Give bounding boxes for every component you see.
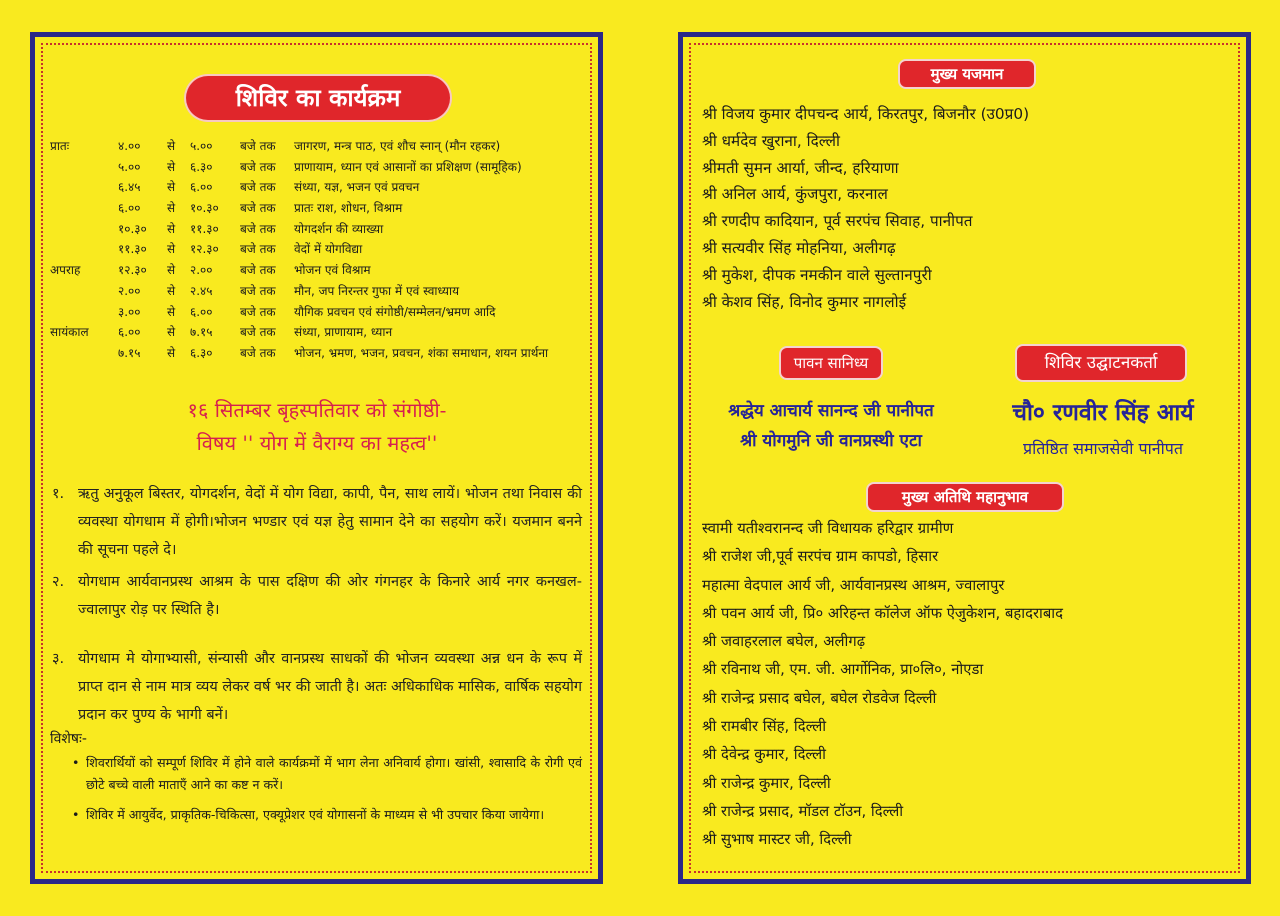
schedule-period: अपराह (50, 263, 81, 278)
schedule-end: २.४५ (190, 283, 213, 298)
schedule-row (50, 177, 590, 198)
schedule-end: ७.१५ (190, 325, 213, 340)
special-heading: विशेषः- (50, 731, 87, 747)
atithi-item: श्री पवन आर्य जी, प्रि० अरिहन्त कॉलेज ऑफ ऐजुकेशन, बहादराबाद (702, 604, 1063, 622)
special-item-2 (72, 804, 582, 848)
udghatan-title: शिविर उद्घाटनकर्ता (1017, 346, 1185, 380)
schedule-start: ७.१५ (118, 345, 141, 360)
yajman-item: श्री धर्मदेव खुराना, दिल्ली (702, 131, 840, 150)
note-number: ३. (52, 651, 65, 667)
schedule-activity: जागरण, मन्त्र पाठ, एवं शौच स्नान् (मौन रहकर) (294, 139, 501, 153)
schedule-activity: वेदों में योगविद्या (294, 242, 363, 257)
schedule-baje: बजे तक (240, 180, 276, 195)
yajman-item: श्री रणदीप कादियान, पूर्व सरपंच सिवाह, पानीपत (702, 212, 973, 231)
schedule-start: ४.०० (118, 139, 141, 153)
schedule-row (50, 343, 590, 364)
note-text: ऋतु अनुकूल बिस्तर, योगदर्शन, वेदों में योग विद्या, कापी, पैन, साथ लायें। भोजन तथा निवास की व्यवस्था योगधाम में होगी।भोजन भण्डार एवं यज्ञ हेतु सामान देने का सहयोग करें। यजमान बनने की सूचना पहले दे। (78, 486, 582, 558)
schedule-baje: बजे तक (240, 283, 276, 298)
schedule-row (50, 136, 590, 157)
schedule-se: से (167, 263, 176, 278)
schedule-row (50, 322, 590, 343)
udghatan-desc: प्रतिष्ठित समाजसेवी पानीपत (1023, 439, 1183, 458)
bullet-text: शिवरार्थियों को सम्पूर्ण शिविर में होने वाले कार्यक्रमों में भाग लेना अनिवार्य होगा। खांसी, श्वासादि के रोगी एवं छोटे बच्चे वाली माताएँ आने का कष्ट न करें। (86, 755, 582, 792)
atithi-item: श्री राजेन्द्र कुमार, दिल्ली (702, 774, 831, 792)
schedule-se: से (167, 201, 176, 216)
atithi-title: मुख्य अतिथि महानुभाव (868, 484, 1062, 510)
atithi-item: श्री राजेश जी,पूर्व सरपंच ग्राम कापडो, हिसार (702, 548, 939, 566)
yajman-item: श्रीमती सुमन आर्या, जीन्द, हरियाणा (702, 158, 899, 177)
schedule-end: १२.३० (190, 242, 219, 257)
schedule-row (50, 260, 590, 281)
yajman-item: श्री अनिल आर्य, कुंजपुरा, करनाल (702, 185, 888, 204)
special-item-1 (72, 752, 582, 796)
yajman-title: मुख्य यजमान (900, 61, 1034, 87)
note-text: योगधाम मे योगाभ्यासी, संन्यासी और वानप्रस्थ साधकों की भोजन व्यवस्था अन्न धन के रूप में प्राप्त दान से नाम मात्र व्यय लेकर वर्ष भर की जाती है। अतः अधिकाधिक मासिक, वार्षिक सहयोग प्रदान कर पुण्य के भागी बनें। (78, 651, 582, 723)
schedule-baje: बजे तक (240, 159, 276, 174)
schedule-row (50, 157, 590, 178)
schedule-start: ११.३० (118, 242, 147, 257)
schedule-se: से (167, 159, 176, 174)
schedule-baje: बजे तक (240, 139, 276, 153)
yajman-item: श्री केशव सिंह, विनोद कुमार नागलोई (702, 292, 907, 311)
schedule-start: ६.४५ (118, 180, 141, 195)
schedule-table (50, 136, 590, 364)
bullet-dot: • (72, 807, 80, 822)
schedule-se: से (167, 325, 176, 340)
atithi-list (702, 518, 1063, 858)
schedule-baje: बजे तक (240, 242, 276, 257)
atithi-item: श्री सुभाष मास्टर जी, दिल्ली (702, 831, 852, 849)
schedule-period: प्रातः (50, 139, 70, 153)
schedule-end: ५.०० (190, 139, 213, 153)
schedule-row (50, 239, 590, 260)
schedule-activity: प्राणायाम, ध्यान एवं आसानों का प्रशिक्षण (सामूहिक) (294, 159, 522, 174)
schedule-baje: बजे तक (240, 325, 276, 340)
atithi-item: श्री रामबीर सिंह, दिल्ली (702, 718, 827, 736)
note-3 (52, 645, 582, 729)
schedule-baje: बजे तक (240, 345, 276, 360)
schedule-activity: योगदर्शन की व्याख्या (294, 221, 384, 236)
schedule-se: से (167, 221, 176, 236)
atithi-item: श्री राजेन्द्र प्रसाद, मॉडल टॉउन, दिल्ली (702, 802, 904, 820)
atithi-item: श्री राजेन्द्र प्रसाद बघेल, बघेल रोडवेज दिल्ली (702, 689, 937, 707)
schedule-end: ६.३० (190, 159, 213, 174)
schedule-start: ५.०० (118, 159, 141, 174)
seminar-line-1: १६ सितम्बर बृहस्पतिवार को संगोष्ठी- (187, 398, 447, 422)
pavan-line-1: श्रद्धेय आचार्य सानन्द जी पानीपत (728, 401, 934, 421)
schedule-end: ६.०० (190, 304, 213, 319)
schedule-se: से (167, 304, 176, 319)
atithi-item: स्वामी यतीश्वरानन्द जी विधायक हरिद्वार ग्रामीण (702, 520, 954, 537)
schedule-activity: संध्या, प्राणायाम, ध्यान (294, 325, 393, 340)
bullet-dot: • (72, 755, 80, 770)
schedule-start: २.०० (118, 283, 141, 298)
schedule-row (50, 281, 590, 302)
note-1 (52, 480, 582, 570)
note-number: १. (52, 486, 65, 502)
schedule-baje: बजे तक (240, 304, 276, 319)
schedule-se: से (167, 180, 176, 195)
atithi-item: श्री देवेन्द्र कुमार, दिल्ली (702, 746, 826, 764)
schedule-row (50, 219, 590, 240)
schedule-row (50, 198, 590, 219)
note-2 (52, 568, 582, 628)
schedule-end: ६.०० (190, 180, 213, 195)
schedule-end: ११.३० (190, 221, 219, 236)
schedule-baje: बजे तक (240, 263, 276, 278)
schedule-se: से (167, 345, 176, 360)
atithi-item: श्री जवाहरलाल बघेल, अलीगढ़ (702, 633, 866, 651)
bullet-text: शिविर में आयुर्वेद, प्राकृतिक-चिकित्सा, एक्यूप्रेशर एवं योगासनों के माध्यम से भी उपचार किया जायेगा। (86, 807, 545, 822)
schedule-se: से (167, 139, 176, 153)
pavan-line-2: श्री योगमुनि जी वानप्रस्थी एटा (740, 431, 922, 451)
schedule-title: शिविर का कार्यक्रम (186, 76, 450, 120)
yajman-item: श्री सत्यवीर सिंह मोहनिया, अलीगढ़ (702, 238, 896, 257)
schedule-se: से (167, 283, 176, 298)
atithi-item: श्री रविनाथ जी, एम. जी. आर्गोनिक, प्रा०लि०, नोएडा (702, 661, 984, 679)
schedule-activity: भोजन एवं विश्राम (294, 263, 371, 278)
udghatan-name: चौ० रणवीर सिंह आर्य (1012, 400, 1194, 426)
schedule-start: १२.३० (118, 263, 147, 278)
pavan-title: पावन सानिध्य (781, 348, 881, 378)
schedule-activity: मौन, जप निरन्तर गुफा में एवं स्वाध्याय (294, 283, 460, 298)
schedule-activity: यौगिक प्रवचन एवं संगोष्ठी/सम्मेलन/भ्रमण आदि (294, 304, 496, 319)
schedule-baje: बजे तक (240, 201, 276, 216)
schedule-activity: संध्या, यज्ञ, भजन एवं प्रवचन (294, 180, 420, 195)
schedule-period: सायंकाल (50, 325, 89, 340)
schedule-row (50, 302, 590, 323)
schedule-end: १०.३० (190, 201, 219, 216)
schedule-start: ६.०० (118, 325, 141, 340)
schedule-activity: भोजन, भ्रमण, भजन, प्रवचन, शंका समाधान, शयन प्रार्थना (294, 345, 549, 360)
note-number: २. (52, 574, 65, 590)
atithi-item: महात्मा वेदपाल आर्य जी, आर्यवानप्रस्थ आश्रम, ज्वालापुर (702, 576, 1005, 594)
schedule-end: ६.३० (190, 345, 213, 360)
schedule-end: २.०० (190, 263, 213, 278)
schedule-start: १०.३० (118, 221, 147, 236)
schedule-activity: प्रातः राश, शोधन, विश्राम (294, 201, 403, 216)
schedule-start: ३.०० (118, 304, 141, 319)
seminar-line-2: विषय '' योग में वैराग्य का महत्व'' (196, 431, 438, 455)
note-text: योगधाम आर्यवानप्रस्थ आश्रम के पास दक्षिण की ओर गंगनहर के किनारे आर्य नगर कनखल-ज्वालापुर रोड़ पर स्थिति है। (78, 574, 582, 618)
schedule-se: से (167, 242, 176, 257)
yajman-list (702, 104, 1029, 318)
schedule-baje: बजे तक (240, 221, 276, 236)
yajman-item: श्री विजय कुमार दीपचन्द आर्य, किरतपुर, बिजनौर (उ0प्र0) (702, 105, 1030, 123)
schedule-start: ६.०० (118, 201, 141, 216)
yajman-item: श्री मुकेश, दीपक नमकीन वाले सुल्तानपुरी (702, 265, 932, 284)
